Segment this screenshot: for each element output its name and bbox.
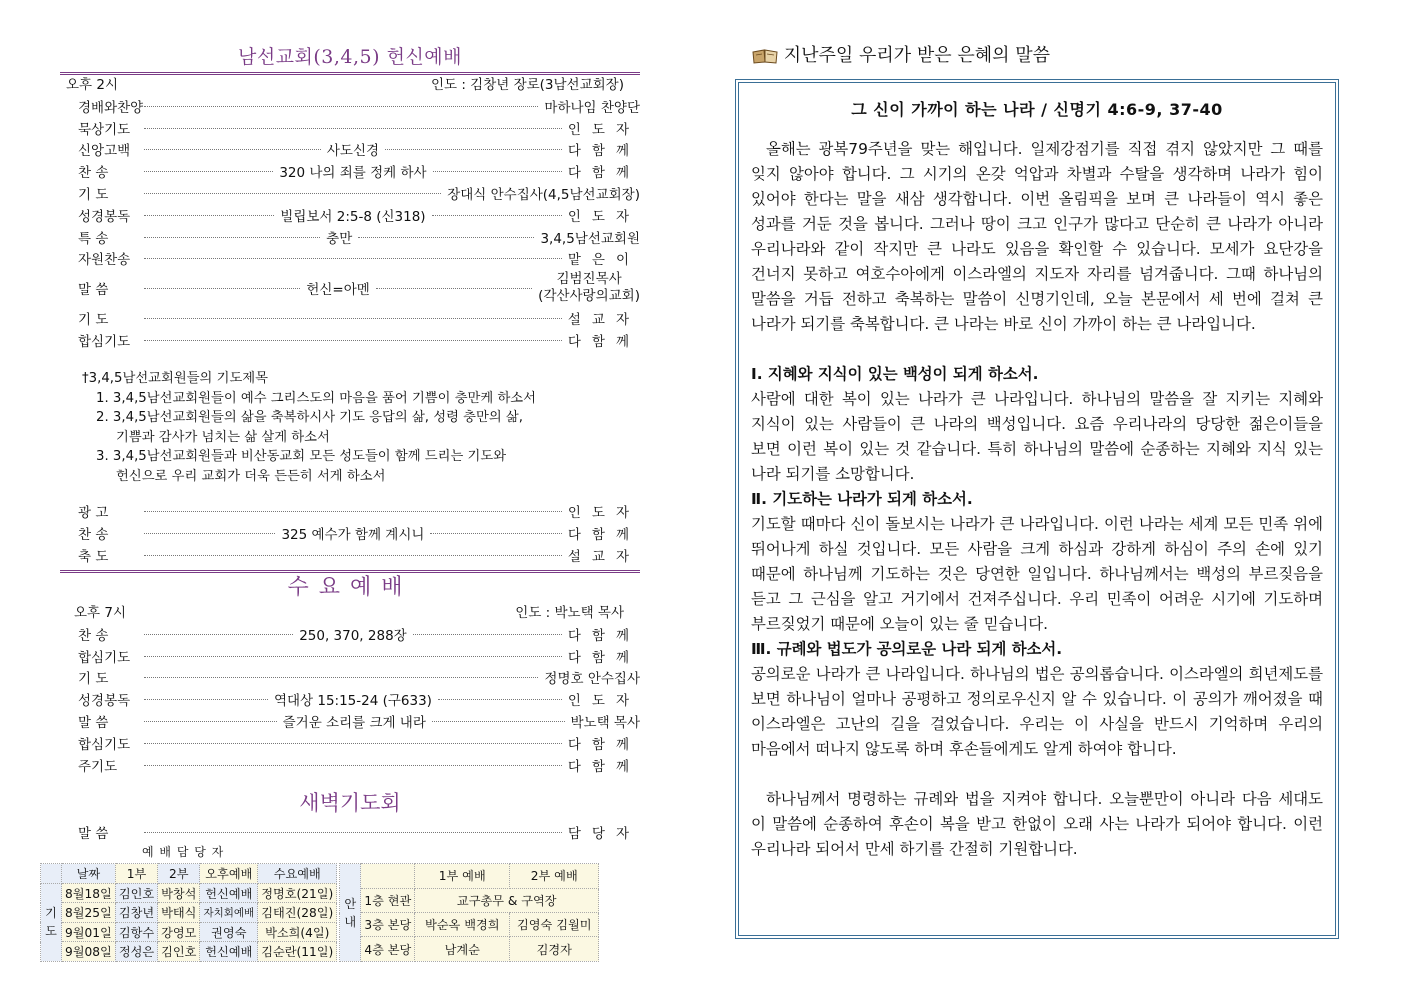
leader-dots: [144, 127, 562, 129]
order-content: 헌신=아멘: [306, 282, 370, 299]
side-label: 안내: [340, 864, 361, 962]
order-person: 다함께: [567, 736, 640, 753]
order-row: [60, 710, 640, 732]
table-cell: 3층 본당: [361, 913, 415, 937]
order-content: 충만: [326, 230, 353, 247]
prayer-requests: [60, 369, 640, 487]
leader-dots: [438, 698, 562, 700]
column-header: 오후예배: [200, 864, 258, 884]
table-cell: 1층 현관: [361, 888, 415, 912]
table-cell: 헌신예배: [200, 942, 258, 962]
order-content: 즐거운 소리를 크게 내라: [282, 715, 426, 731]
table-row: [41, 922, 337, 942]
order-row: [60, 204, 640, 226]
order-person: 인도자: [567, 693, 641, 710]
wednesday-service-header: [60, 603, 640, 623]
sermon-section-header: [738, 42, 1342, 70]
sunday-service-header: [60, 75, 640, 95]
order-row: [60, 307, 640, 329]
table-cell: 헌신예배: [200, 883, 258, 903]
point-2-body: 기도할 때마다 신이 돌보시는 나라가 큰 나라입니다. 이런 나라는 세계 모든 민족 위에 뛰어나게 하실 것입니다. 모든 사람을 크게 하심과 강하게 하심이 주의 손에 있기 때문에 하나님께 기도하는 것은 당연한 일입니다. 하나님께서는 백성의 부르짖음을 듣고 그 근심을 알고 거기에서 건져주십니다. 우리 민족이 어려운 시기에 기도하며 부르짖었기 때문에 오늘이 있는 줄 믿습니다.: [751, 515, 1323, 633]
prayer-text-cont: 기쁨과 감사가 넘치는 삶 살게 하소서: [116, 429, 330, 445]
order-person: [538, 271, 640, 305]
point-3-body: 공의로운 나라가 큰 나라입니다. 하나님의 법은 공의롭습니다. 이스라엘의 희년제도를 보면 하나님이 얼마나 공평하고 정의로우신지 알 수 있습니다. 이 공의가 깨어졌을 때 이스라엘은 고난의 길을 걸었습니다. 우리는 이 사실을 반드시 기억하며 우리의 마음에서 떠나지 않도록 하며 후손들에게도 알게 하여야 합니다.: [751, 665, 1323, 758]
column-header: 2부: [158, 864, 200, 884]
table-cell: 김태진(28일): [258, 903, 337, 923]
point-3-heading: Ⅲ. 규례와 법도가 공의로운 나라 되게 하소서.: [751, 640, 1063, 658]
point-1-heading: Ⅰ. 지혜와 지식이 있는 백성이 되게 하소서.: [751, 365, 1039, 383]
order-content: 사도신경: [326, 143, 380, 160]
column-header: 1부: [115, 864, 157, 884]
prayer-text-cont: 헌신으로 우리 교회가 더욱 든든히 서게 하소서: [116, 468, 386, 484]
worship-order-column: [45, 42, 641, 962]
leader-dots: [144, 720, 277, 722]
order-label: 주기도: [78, 758, 118, 775]
order-person: 다함께: [567, 627, 641, 644]
order-label: 기 도: [78, 312, 109, 329]
order-person: 설교자: [567, 312, 640, 329]
order-label: 말 씀: [78, 282, 109, 299]
order-person: 장대식 안수집사(4,5남선교회장): [447, 187, 640, 204]
dawn-order-row: [60, 822, 640, 844]
wednesday-order-list: [60, 623, 640, 776]
table-row: [340, 913, 599, 937]
leader-dots: [385, 148, 562, 150]
order-person: 담당자: [567, 826, 640, 843]
table-cell: 자치회예배: [200, 903, 258, 923]
leader-dots: [432, 214, 562, 216]
table-row: [41, 883, 337, 903]
order-content: 빌립보서 2:5-8 (신318): [280, 208, 426, 225]
order-label: 신앙고백: [78, 143, 131, 160]
order-label: 말 씀: [78, 826, 109, 843]
order-row: [60, 732, 640, 754]
table-cell: 박소희(4일): [258, 922, 337, 942]
order-label: 자원찬송: [78, 252, 131, 269]
leader-dots: [144, 148, 321, 150]
order-label: 축 도: [78, 549, 109, 566]
usher-duty-table: [339, 863, 599, 962]
order-label: 묵상기도: [78, 121, 131, 138]
leader-dots: [432, 720, 565, 722]
order-person: 3,4,5남선교회원: [540, 230, 640, 247]
table-row: [340, 888, 599, 912]
table-cell: 김경자: [510, 937, 599, 961]
order-content: 320 나의 죄를 정케 하사: [279, 165, 427, 182]
order-label: 특 송: [78, 230, 109, 247]
order-person: 정명호 안수집사: [544, 671, 640, 688]
leader-dots: [144, 764, 562, 766]
table-row: [41, 942, 337, 962]
table-cell: 김항수: [115, 922, 157, 942]
side-label: 기도: [41, 883, 62, 961]
prayer-number: 1.: [96, 390, 109, 406]
sermon-intro: 올해는 광복79주년을 맞는 해입니다. 일제강점기를 직접 겪지 않았지만 그 때를 잊지 않아야 합니다. 그 시기의 온갖 억압과 차별과 수탈을 생각하며 나라가 힘이 있어야 한다는 말을 새삼 생각합니다. 이번 올림픽을 보며 큰 나라들이 역시 좋은 성과를 거둔 것을 봅니다. 그러나 땅이 크고 인구가 많다고 단순히 큰 나라가 아니라 우리나라와 같이 작지만 큰 나라도 있음을 확인할 수 있습니다. 모세가 요단강을 건너지 못하고 여호수아에게 이스라엘의 지도자 자리를 넘겨줍니다. 그때 하나님의 말씀을 거듭 전하고 축복하는 말씀이 신명기인데, 오늘 본문에서 세 번에 걸쳐 큰 나라가 되기를 축복합니다. 큰 나라는 바로 신이 가까이 하는 큰 나라입니다.: [751, 140, 1323, 333]
leader-dots: [144, 676, 538, 678]
service-leader: 인도 : 박노택 목사: [515, 604, 624, 621]
open-book-icon: [752, 48, 778, 64]
order-row: [60, 522, 640, 544]
dawn-prayer-title: 새벽기도회: [299, 790, 401, 815]
leader-dots: [144, 192, 441, 194]
prayer-number: 2.: [96, 410, 109, 426]
prayer-text: 3,4,5남선교회원들과 비산동교회 모든 성도들이 함께 드리는 기도와: [112, 449, 507, 465]
order-row: [60, 160, 640, 182]
leader-dots: [144, 554, 562, 556]
order-row: [60, 117, 640, 139]
closing-order-list: [60, 501, 640, 566]
order-label: 찬 송: [78, 627, 109, 644]
order-label: 성경봉독: [78, 208, 131, 225]
table-cell: 김영숙 김월미: [510, 913, 599, 937]
order-row: [60, 688, 640, 710]
order-label: 찬 송: [78, 165, 109, 182]
order-person: 인도자: [567, 208, 640, 225]
order-person: 다함께: [567, 649, 640, 666]
order-label: 합심기도: [78, 736, 131, 753]
order-row: [60, 182, 640, 204]
table-cell: 8월25일: [62, 903, 116, 923]
prayer-text: 3,4,5남선교회원들의 삶을 축복하시사 기도 응답의 삶, 성령 충만의 삶,: [112, 410, 523, 426]
leader-dots: [376, 287, 532, 289]
point-2-heading: Ⅱ. 기도하는 나라가 되게 하소서.: [751, 490, 973, 508]
table-cell: 박창석: [158, 883, 200, 903]
order-person: 다함께: [567, 758, 640, 775]
order-label: 합심기도: [78, 649, 131, 666]
sunday-service-title: 남선교회(3,4,5) 헌신예배: [237, 46, 463, 68]
leader-dots: [144, 510, 562, 512]
order-person: 다함께: [567, 165, 641, 182]
leader-dots: [358, 236, 534, 238]
table-row: [41, 903, 337, 923]
leader-dots: [144, 287, 300, 289]
order-person-line: 김범진목사: [556, 271, 622, 288]
point-1-body: 사람에 대한 복이 있는 나라가 큰 나라입니다. 하나님의 말씀을 잘 지키는 지혜와 지식이 있는 사람들이 큰 나라의 백성입니다. 요즘 우리나라의 당당한 젊은이들을 보면 이런 복이 있는 것 같습니다. 특히 하나님의 말씀에 순종하는 지혜와 지식 있는 나라 되기를 소망합니다.: [751, 390, 1323, 483]
order-content: 250, 370, 288장: [299, 627, 407, 644]
service-time: 오후 2시: [66, 77, 119, 93]
leader-dots: [144, 236, 320, 238]
column-header: 날짜: [62, 864, 116, 884]
order-row: [60, 226, 640, 248]
column-header: [361, 864, 415, 888]
leader-dots: [144, 655, 562, 657]
order-content: 325 예수가 함께 계시니: [281, 527, 425, 544]
order-person: 다함께: [567, 143, 641, 160]
wednesday-service-title: 수요예배: [287, 574, 413, 600]
leader-dots: [144, 633, 293, 635]
column-header: 2부 예배: [510, 864, 599, 888]
table-cell: 김순란(11일): [258, 942, 337, 962]
leader-dots: [144, 532, 275, 534]
sermon-column: [738, 42, 1342, 936]
leader-dots: [144, 339, 562, 341]
order-person: 맡은이: [567, 252, 640, 269]
leader-dots: [144, 214, 274, 216]
order-person: 다함께: [567, 334, 640, 351]
leader-dots: [433, 170, 562, 172]
table-cell: 김인호: [115, 883, 157, 903]
column-header: 1부 예배: [415, 864, 510, 888]
prayer-number: 3.: [96, 449, 109, 465]
table-corner: [41, 864, 62, 884]
table-cell: 교구총무 & 구역장: [415, 888, 599, 912]
order-person: 설교자: [567, 549, 640, 566]
column-header: 수요예배: [258, 864, 337, 884]
table-cell: 8월18일: [62, 883, 116, 903]
table-cell: 김인호: [158, 942, 200, 962]
leader-dots: [144, 698, 268, 700]
table-cell: 4층 본당: [361, 937, 415, 961]
order-label: 말 씀: [78, 715, 109, 731]
table-cell: 박순옥 백경희: [415, 913, 510, 937]
sermon-box: [738, 82, 1336, 936]
prayer-title: †3,4,5남선교회원들의 기도제목: [82, 370, 269, 386]
duty-tables: [40, 863, 640, 962]
duty-caption: 예 배 담 당 자: [142, 845, 225, 860]
order-row: [60, 269, 640, 307]
order-content: 역대상 15:15-24 (구633): [273, 693, 432, 710]
table-cell: 강영모: [158, 922, 200, 942]
sermon-conclusion: 하나님께서 명령하는 규례와 법을 지켜야 합니다. 오늘뿐만이 아니라 다음 세대도 이 말씀에 순종하여 후손이 복을 받고 한없이 오래 사는 나라가 되어야 합니다. 이런 우리나라 되어서 만세 하기를 간절히 기원합니다.: [751, 790, 1323, 858]
order-row: [60, 544, 640, 566]
order-label: 찬 송: [78, 527, 109, 544]
order-row: [60, 248, 640, 270]
leader-dots: [144, 742, 562, 744]
order-row: [60, 754, 640, 776]
order-label: 기 도: [78, 187, 109, 204]
sermon-title: 그 신이 가까이 하는 나라 / 신명기 4:6-9, 37-40: [851, 100, 1223, 119]
prayer-item: [82, 408, 640, 428]
order-label: 합심기도: [78, 334, 131, 351]
order-person: 마하나임 찬양단: [544, 99, 640, 116]
order-person: 다함께: [567, 527, 641, 544]
table-cell: 남계순: [415, 937, 510, 961]
leader-dots: [144, 105, 538, 107]
leader-dots: [144, 317, 562, 319]
leader-dots: [144, 831, 562, 833]
prayer-item: [82, 447, 640, 467]
table-row: [340, 937, 599, 961]
order-row: [60, 501, 640, 523]
table-cell: 9월01일: [62, 922, 116, 942]
order-row: [60, 623, 640, 645]
table-cell: 9월08일: [62, 942, 116, 962]
order-row: [60, 95, 640, 117]
leader-dots: [144, 170, 273, 172]
prayer-text: 3,4,5남선교회원들이 예수 그리스도의 마음을 품어 기쁨이 충만케 하소서: [112, 390, 536, 406]
order-label: 성경봉독: [78, 693, 131, 710]
order-row: [60, 667, 640, 689]
service-leader: 인도 : 김창년 장로(3남선교회장): [430, 77, 624, 93]
order-label: 광 고: [78, 505, 109, 522]
table-cell: 정성은: [115, 942, 157, 962]
leader-dots: [144, 257, 562, 259]
table-cell: 권영숙: [200, 922, 258, 942]
sunday-order-list: [60, 95, 640, 351]
prayer-duty-table: [40, 863, 337, 962]
order-label: 경배와찬양: [78, 99, 144, 116]
table-cell: 정명호(21일): [258, 883, 337, 903]
sermon-section-title: 지난주일 우리가 받은 은혜의 말씀: [783, 45, 1051, 66]
order-person: 인도자: [567, 505, 640, 522]
order-row: [60, 139, 640, 161]
service-time: 오후 7시: [74, 604, 127, 621]
order-person: 인도자: [567, 121, 640, 138]
table-cell: 김창년: [115, 903, 157, 923]
order-row: [60, 645, 640, 667]
prayer-item: [82, 389, 640, 409]
leader-dots: [430, 532, 561, 534]
order-row: [60, 329, 640, 351]
order-person-line: (각산사랑의교회): [538, 288, 640, 305]
order-person: 박노택 목사: [570, 715, 641, 731]
table-cell: 박태식: [158, 903, 200, 923]
order-label: 기 도: [78, 671, 109, 688]
leader-dots: [413, 633, 562, 635]
